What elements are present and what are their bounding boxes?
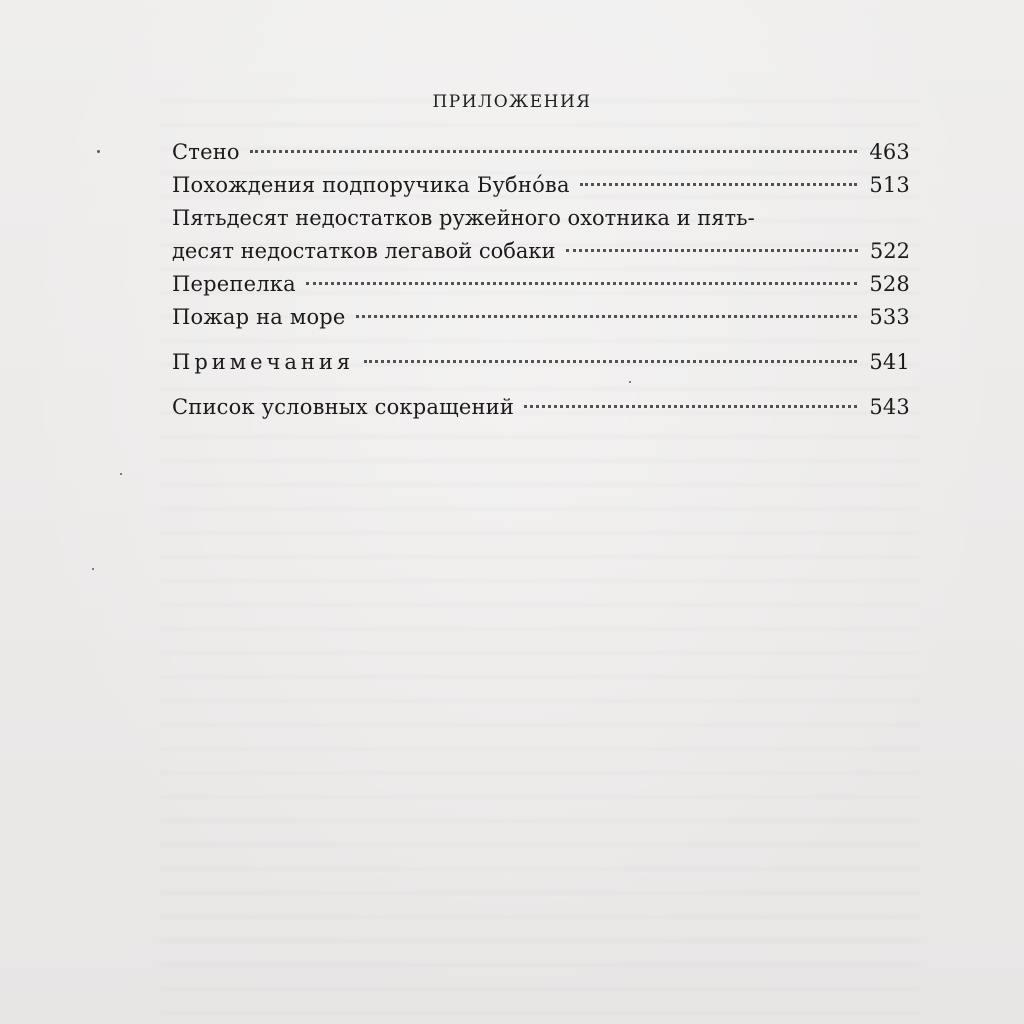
paper-speck bbox=[120, 473, 122, 475]
dot-leader bbox=[566, 249, 858, 252]
paper-speck bbox=[92, 568, 94, 570]
section-heading: ПРИЛОЖЕНИЯ bbox=[432, 92, 592, 112]
dot-leader bbox=[356, 315, 858, 318]
toc-entry-title: Перепелка bbox=[172, 272, 296, 296]
toc-entry-bubnov bbox=[172, 169, 910, 202]
toc-entry-perepelka bbox=[172, 268, 910, 301]
toc-entry-notes bbox=[172, 346, 910, 379]
dot-leader bbox=[306, 282, 857, 285]
toc-entry-title-line2: десят недостатков легавой собаки bbox=[172, 239, 556, 263]
toc-entry-steno bbox=[172, 136, 910, 169]
toc-entry-page: 513 bbox=[869, 173, 910, 197]
toc-entry-page: 543 bbox=[869, 395, 910, 419]
paper-speck bbox=[97, 150, 100, 153]
toc-entry-title: Примечания bbox=[172, 350, 355, 374]
dot-leader bbox=[364, 360, 857, 363]
toc-entry-title: Пожар на море bbox=[172, 305, 346, 329]
toc-entry-title: Стено bbox=[172, 140, 240, 164]
toc-entry-page: 522 bbox=[869, 239, 910, 263]
toc-entry-page: 463 bbox=[869, 140, 910, 164]
toc-entry-fire-at-sea bbox=[172, 301, 910, 334]
dot-leader bbox=[524, 405, 857, 408]
toc-entry-title: Список условных сокращений bbox=[172, 395, 515, 419]
toc-entry-abbreviations bbox=[172, 391, 910, 424]
toc-entry-title: Похождения подпоручика Бубно́ва bbox=[172, 173, 570, 197]
dot-leader bbox=[580, 183, 858, 186]
toc-entry-page: 528 bbox=[869, 272, 910, 296]
toc-entry-title-line1: Пятьдесят недостатков ружейного охотника и пять- bbox=[172, 206, 755, 230]
table-of-contents bbox=[172, 136, 910, 424]
toc-entry-fifty-flaws bbox=[172, 202, 910, 268]
paper-speck bbox=[629, 381, 631, 383]
toc-entry-page: 533 bbox=[869, 305, 910, 329]
dot-leader bbox=[250, 150, 858, 153]
toc-entry-page: 541 bbox=[869, 350, 910, 374]
